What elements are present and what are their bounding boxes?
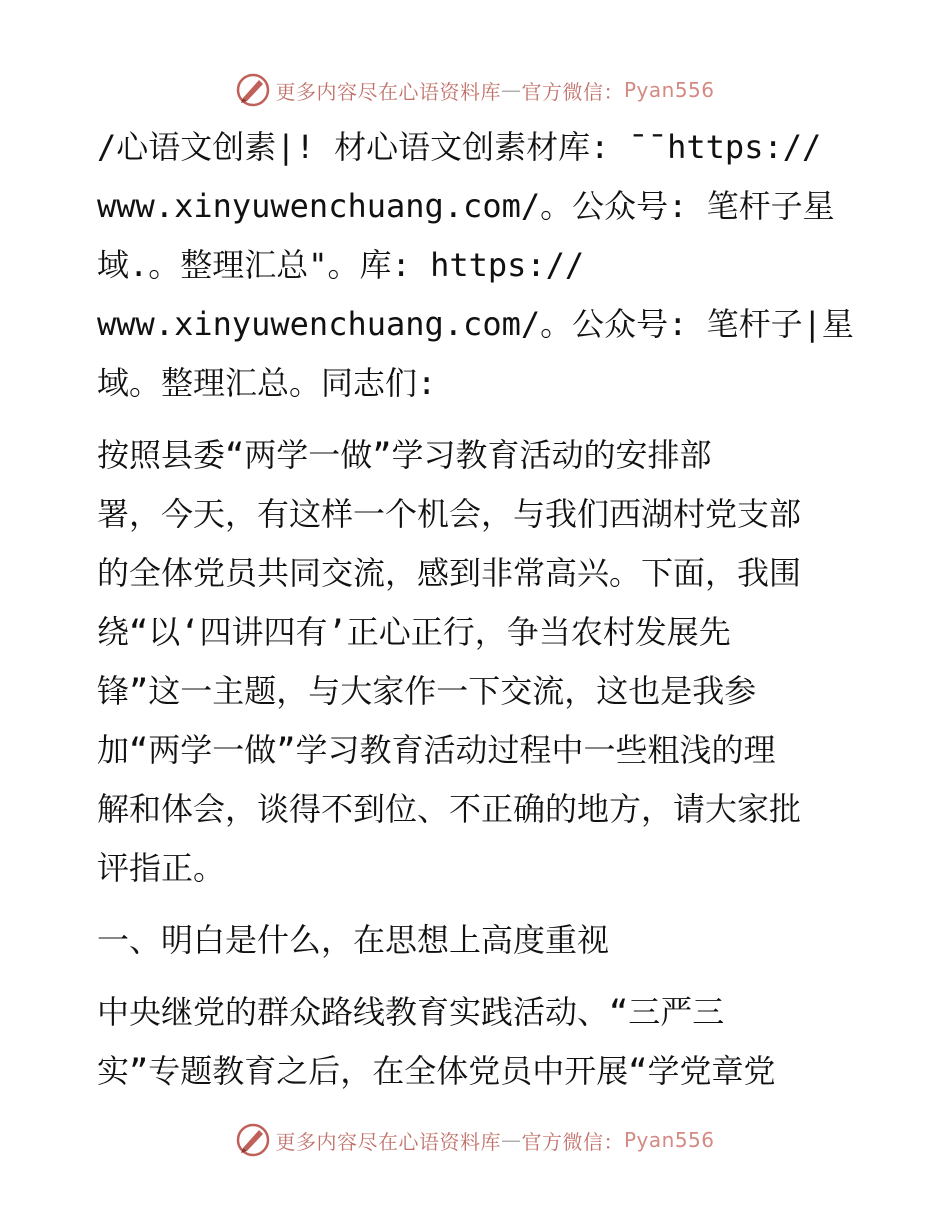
footer-banner [0, 1120, 950, 1160]
paragraph-line: 解和体会，谈得不到位、不正确的地方，请大家批 [97, 790, 802, 828]
banner-official-label: 官方微信： [521, 1129, 624, 1154]
header-banner [0, 70, 950, 110]
intro-line: 域。整理汇总。同志们: [97, 364, 437, 402]
banner-text: 更多内容尽在心语资料库 [275, 79, 501, 104]
paragraph-line: 加“两学一做”学习教育活动过程中一些粗浅的理 [97, 731, 776, 769]
intro-line: 域.。整理汇总"。库: https:// [97, 246, 585, 284]
banner-separator: — [500, 78, 522, 102]
paragraph-line: 锋”这一主题，与大家作一下交流，这也是我参 [97, 672, 757, 710]
pen-logo-icon [235, 72, 271, 108]
paragraph-2 [97, 983, 857, 1101]
banner-separator: — [500, 1128, 522, 1152]
intro-line: www.xinyuwenchuang.com/。公众号: 笔杆子|星 [97, 305, 854, 343]
paragraph-line: 按照县委“两学一做”学习教育活动的安排部 [97, 436, 712, 474]
paragraph-line: 实”专题教育之后，在全体党员中开展“学党章党 [97, 1052, 776, 1090]
intro-line: www.xinyuwenchuang.com/。公众号: 笔杆子星 [97, 187, 835, 225]
banner-account: Pyan556 [623, 78, 715, 102]
paragraph-line: 评指正。 [97, 849, 226, 887]
pen-logo-icon [235, 1122, 271, 1158]
intro-line: /心语文创素|! 材心语文创素材库: ¯¯https:// [97, 128, 822, 166]
paragraph-line: 署，今天，有这样一个机会，与我们西湖村党支部 [97, 495, 802, 533]
paragraph-line: 绕“以‘四讲四有’正心正行，争当农村发展先 [97, 613, 731, 651]
banner-official-label: 官方微信： [521, 79, 624, 104]
section-heading: 一、明白是什么，在思想上高度重视 [97, 921, 610, 959]
banner-text: 更多内容尽在心语资料库 [275, 1129, 501, 1154]
paragraph-line: 中央继党的群众路线教育实践活动、“三严三 [97, 993, 725, 1031]
document-body [97, 118, 857, 1101]
paragraph-1 [97, 426, 857, 898]
banner-account: Pyan556 [623, 1128, 715, 1152]
paragraph-line: 的全体党员共同交流，感到非常高兴。下面，我围 [97, 554, 802, 592]
intro-block [97, 118, 857, 413]
